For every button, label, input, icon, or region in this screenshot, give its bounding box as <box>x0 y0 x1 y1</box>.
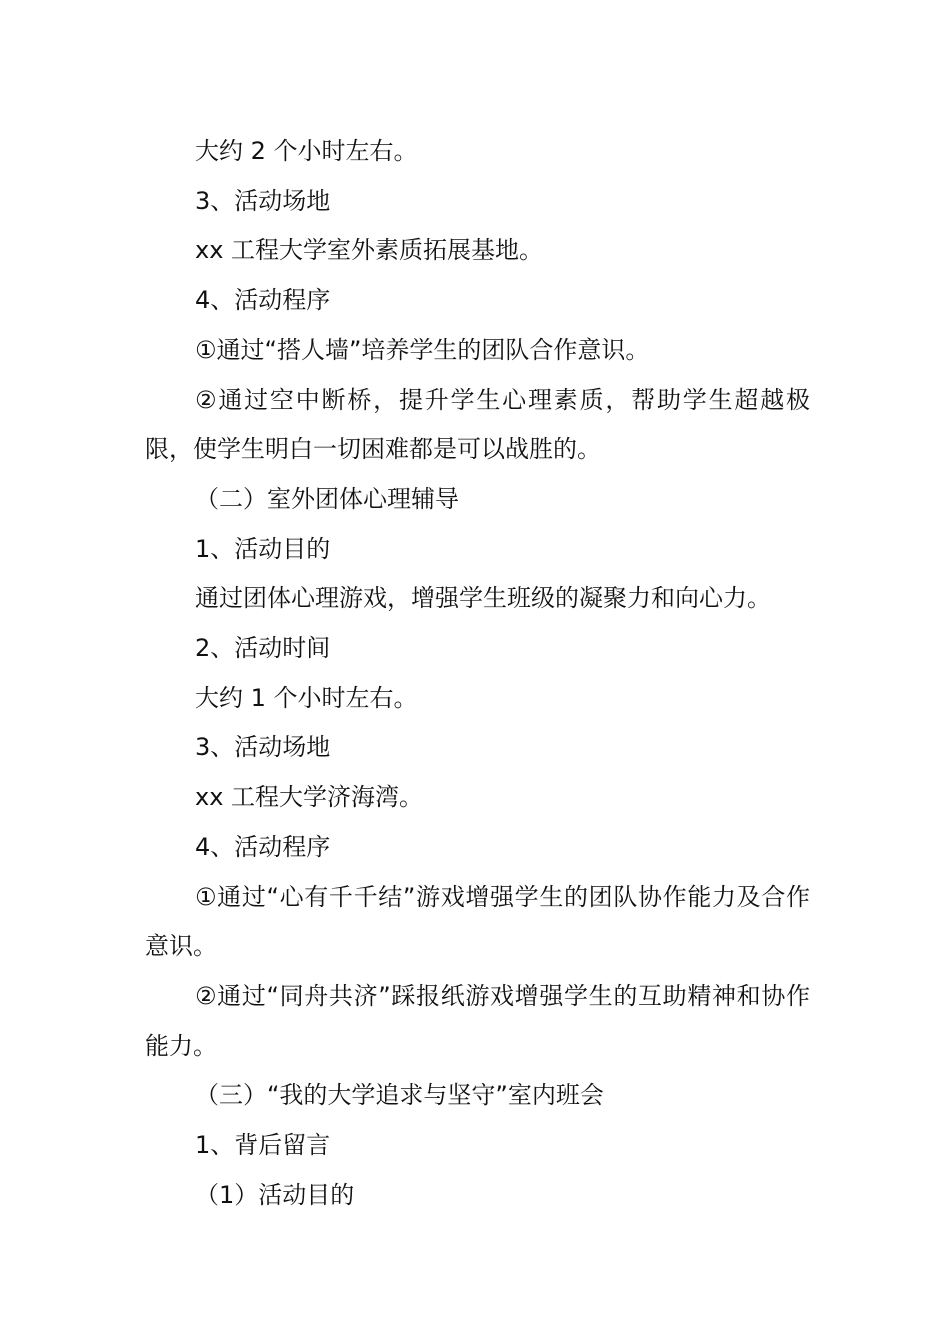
heading-activity-procedure-2: 4、活动程序 <box>195 832 331 861</box>
section-heading-2: （二）室外团体心理辅导 <box>195 484 459 513</box>
heading-activity-purpose: 1、活动目的 <box>195 534 331 563</box>
section-heading-3: （三）“我的大学追求与坚守”室内班会 <box>195 1081 604 1110</box>
paragraph-duration-1h: 大约 1 个小时左右。 <box>195 683 418 712</box>
paragraph-venue-outdoor-base: xx 工程大学室外素质拓展基地。 <box>195 236 544 265</box>
heading-back-message: 1、背后留言 <box>195 1131 331 1160</box>
paragraph-procedure-item-3: ①通过“心有千千结”游戏增强学生的团队协作能力及合作意识。 <box>145 882 810 961</box>
paragraph-procedure-item-2: ②通过空中断桥，提升学生心理素质，帮助学生超越极限，使学生明白一切困难都是可以战胜的。 <box>145 385 810 464</box>
document-body <box>145 127 810 1220</box>
heading-activity-venue-2: 3、活动场地 <box>195 733 331 762</box>
paragraph-purpose: 通过团体心理游戏，增强学生班级的凝聚力和向心力。 <box>195 584 771 613</box>
heading-activity-venue: 3、活动场地 <box>195 186 331 215</box>
heading-sub-activity-purpose: （1）活动目的 <box>195 1180 355 1209</box>
paragraph-procedure-item-1: ①通过“搭人墙”培养学生的团队合作意识。 <box>195 335 650 364</box>
heading-activity-time: 2、活动时间 <box>195 634 331 663</box>
paragraph-venue-jihaiwan: xx 工程大学济海湾。 <box>195 783 424 812</box>
paragraph-procedure-item-4: ②通过“同舟共济”踩报纸游戏增强学生的互助精神和协作能力。 <box>145 981 810 1060</box>
paragraph-duration-2h: 大约 2 个小时左右。 <box>195 137 418 165</box>
heading-activity-procedure: 4、活动程序 <box>195 286 331 315</box>
